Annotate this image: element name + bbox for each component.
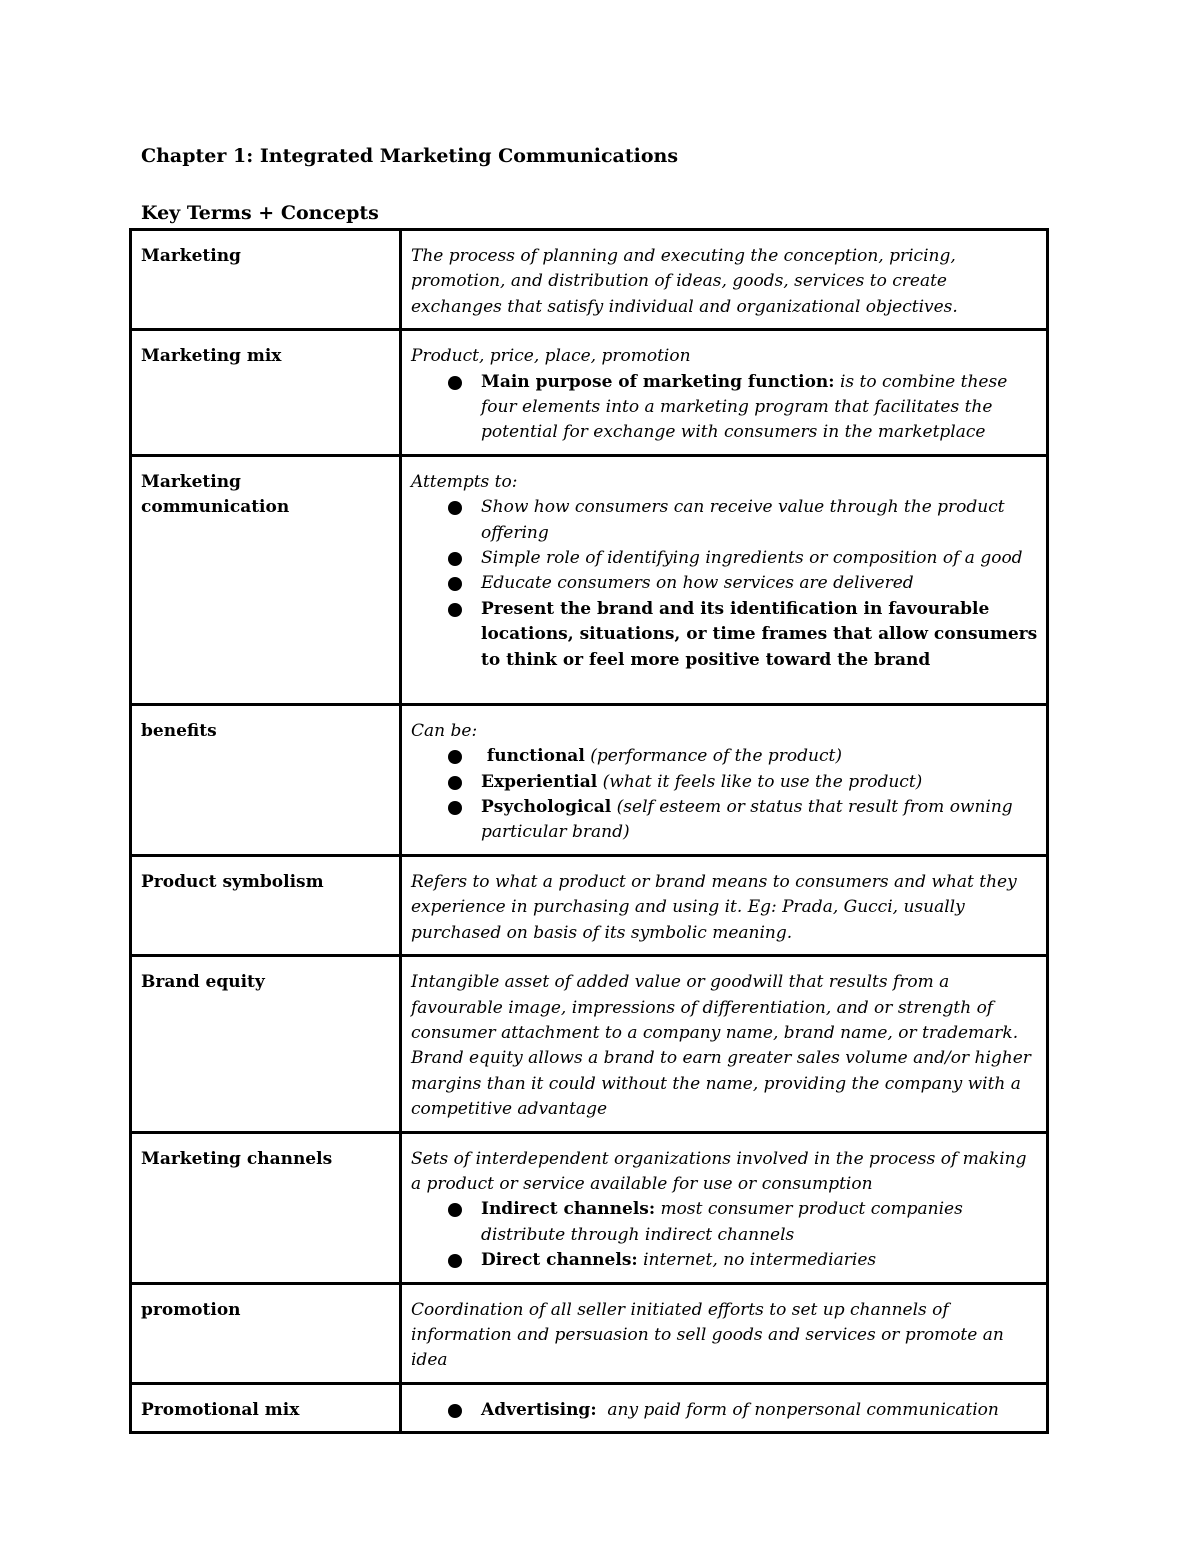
bullet-text: most consumer product companies distribute through indirect channels bbox=[481, 1199, 963, 1245]
key-terms-table bbox=[129, 228, 1049, 1434]
term-label: Brand equity bbox=[141, 972, 265, 993]
bullet-list bbox=[411, 1398, 1038, 1423]
definition-text: Intangible asset of added value or goodwill that results from a favourable image, impressions of differentiation, and or strength of consumer attachment to a company name, brand name, or trademark. Brand equity allows a brand to earn greater sales volume and/or higher margins than it could without the name, providing the company with a competitive advantage bbox=[411, 972, 1031, 1120]
term-label: Promotional mix bbox=[141, 1399, 300, 1420]
definition-text: The process of planning and executing the conception, pricing, promotion, and distribution of ideas, goods, services to create exchanges that satisfy individual and organizational objectives. bbox=[411, 246, 958, 317]
list-item bbox=[481, 546, 1038, 571]
definition-intro: Attempts to: bbox=[411, 471, 518, 492]
table-row bbox=[131, 855, 1048, 955]
table-row bbox=[131, 330, 1048, 456]
section-title: Key Terms + Concepts bbox=[141, 202, 379, 224]
definition-text: Coordination of all seller initiated efforts to set up channels of information and persuasion to sell goods and services or promote an idea bbox=[411, 1299, 1004, 1371]
bullet-icon bbox=[448, 577, 462, 591]
bullet-bold-text: Psychological bbox=[481, 797, 612, 818]
bullet-icon bbox=[448, 603, 462, 617]
bullet-icon bbox=[448, 776, 462, 790]
table-row bbox=[131, 230, 1048, 330]
bullet-bold-text: Indirect channels: bbox=[481, 1199, 656, 1220]
term-label: Marketing channels bbox=[141, 1148, 333, 1169]
bullet-text: Simple role of identifying ingredients or composition of a good bbox=[481, 548, 1023, 569]
list-item bbox=[481, 1248, 1038, 1273]
table-row bbox=[131, 1383, 1048, 1432]
bullet-list bbox=[411, 495, 1038, 673]
term-label: Marketing bbox=[141, 246, 241, 266]
bullet-list bbox=[411, 744, 1038, 846]
bullet-text: internet, no intermediaries bbox=[637, 1250, 877, 1271]
bullet-text: any paid form of nonpersonal communication bbox=[596, 1399, 999, 1420]
list-item bbox=[481, 1398, 1038, 1423]
table-row bbox=[131, 455, 1048, 704]
bullet-text: (what it feels like to use the product) bbox=[597, 771, 923, 792]
bullet-icon bbox=[448, 552, 462, 566]
definition-cell bbox=[401, 855, 1048, 955]
definition-cell bbox=[401, 1132, 1048, 1283]
term-cell bbox=[131, 1132, 401, 1283]
bullet-icon bbox=[448, 801, 462, 815]
term-label: Marketing mix bbox=[141, 346, 282, 367]
term-label: Marketing communication bbox=[141, 471, 290, 518]
term-label: benefits bbox=[141, 720, 217, 741]
definition-text: Refers to what a product or brand means to consumers and what they experience in purchasing and using it. Eg: Prada, Gucci, usually purchased on basis of its symbolic meaning. bbox=[411, 871, 1017, 943]
bullet-text: (performance of the product) bbox=[584, 746, 842, 767]
bullet-list bbox=[411, 370, 1038, 446]
list-item bbox=[481, 370, 1038, 446]
chapter-title: Chapter 1: Integrated Marketing Communications bbox=[141, 145, 679, 167]
bullet-icon bbox=[448, 1404, 462, 1418]
list-item bbox=[481, 495, 1038, 546]
term-label: promotion bbox=[141, 1299, 241, 1320]
bullet-text: Show how consumers can receive value through the product offering bbox=[481, 497, 1005, 543]
table-row bbox=[131, 1283, 1048, 1383]
term-cell bbox=[131, 1283, 401, 1383]
list-item bbox=[481, 1197, 1038, 1248]
bullet-list bbox=[411, 1197, 1038, 1273]
bullet-bold-text: functional bbox=[481, 746, 585, 767]
term-label: Product symbolism bbox=[141, 871, 324, 892]
table-row bbox=[131, 704, 1048, 855]
definition-cell bbox=[401, 704, 1048, 855]
definition-intro: Sets of interdependent organizations involved in the process of making a product or service available for use or consumption bbox=[411, 1148, 1027, 1194]
bullet-icon bbox=[448, 376, 462, 390]
term-cell bbox=[131, 1383, 401, 1432]
list-item bbox=[481, 597, 1038, 673]
bullet-text: Educate consumers on how services are delivered bbox=[481, 573, 914, 594]
bullet-text: is to combine these four elements into a marketing program that facilitates the potential for exchange with consumers in the marketplace bbox=[481, 371, 1008, 443]
bullet-icon bbox=[448, 1203, 462, 1217]
bullet-bold-text: Main purpose of marketing function: bbox=[481, 371, 835, 392]
bullet-bold-text: Present the brand and its identification in favourable locations, situations, or time frames that allow consumers to think or feel more positive toward the brand bbox=[481, 598, 1038, 670]
list-item bbox=[481, 571, 1038, 596]
term-cell bbox=[131, 704, 401, 855]
bullet-bold-text: Advertising: bbox=[481, 1399, 597, 1420]
term-cell bbox=[131, 956, 401, 1132]
bullet-bold-text: Direct channels: bbox=[481, 1250, 638, 1271]
list-item bbox=[481, 770, 1038, 795]
bullet-icon bbox=[448, 501, 462, 515]
definition-cell bbox=[401, 230, 1048, 330]
term-cell bbox=[131, 330, 401, 456]
definition-intro: Product, price, place, promotion bbox=[411, 346, 691, 367]
definition-cell bbox=[401, 330, 1048, 456]
term-cell bbox=[131, 455, 401, 704]
bullet-bold-text: Experiential bbox=[481, 771, 598, 792]
table-row bbox=[131, 1132, 1048, 1283]
list-item bbox=[481, 744, 1038, 769]
bullet-text: (self esteem or status that result from owning particular brand) bbox=[481, 797, 1013, 843]
bullet-icon bbox=[448, 750, 462, 764]
definition-cell bbox=[401, 956, 1048, 1132]
definition-intro: Can be: bbox=[411, 720, 478, 741]
term-cell bbox=[131, 855, 401, 955]
definition-cell bbox=[401, 1283, 1048, 1383]
list-item bbox=[481, 795, 1038, 846]
term-cell bbox=[131, 230, 401, 330]
table-row bbox=[131, 956, 1048, 1132]
definition-cell bbox=[401, 455, 1048, 704]
bullet-icon bbox=[448, 1254, 462, 1268]
definition-cell bbox=[401, 1383, 1048, 1432]
